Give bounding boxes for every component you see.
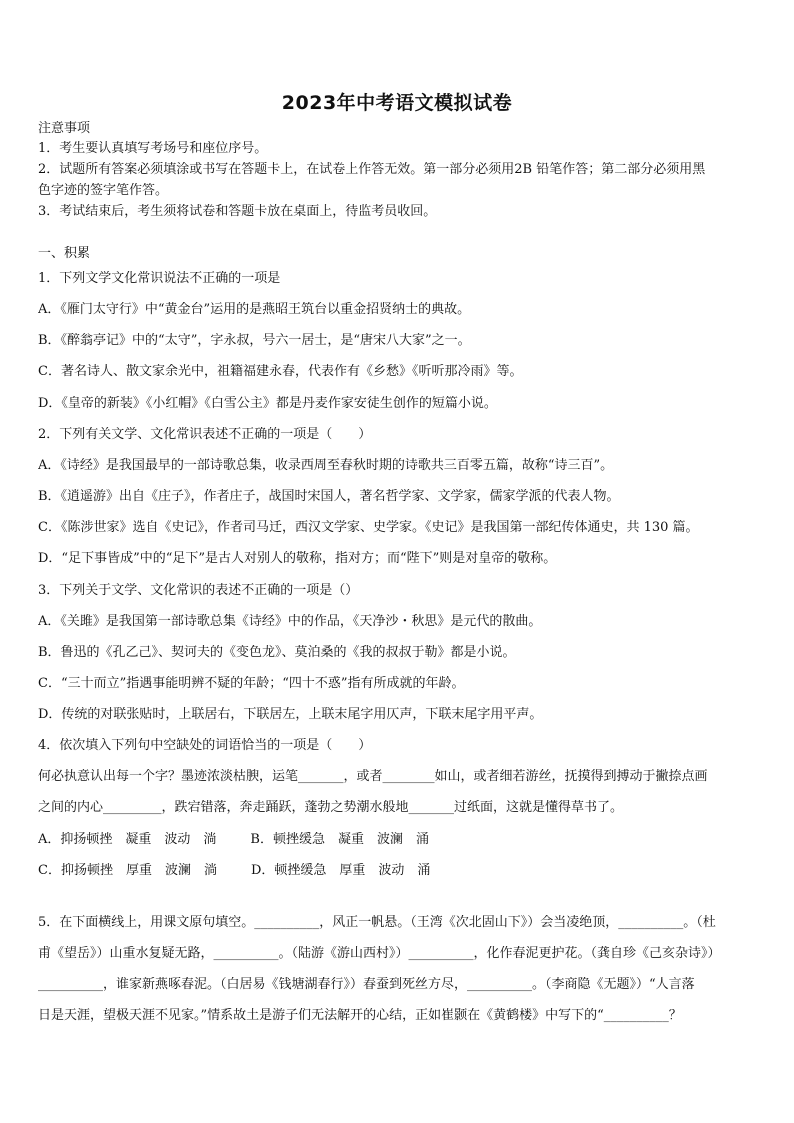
question-stem: 3．下列关于文学、文化常识的表述不正确的一项是（） xyxy=(38,583,359,598)
question-stem: 2．下列有关文学、文化常识表述不正确的一项是（ ） xyxy=(38,427,372,442)
question-stem: 1．下列文学文化常识说法不正确的一项是 xyxy=(38,271,281,286)
question-stem: 4．依次填入下列句中空缺处的词语恰当的一项是（ ） xyxy=(38,738,372,753)
passage-line: 之间的内心_________，跌宕错落，奔走踊跃，蓬勃之势潮水般地_______过纸面，这就是懂得草书了。 xyxy=(38,800,624,815)
notice-item: 色字迹的签字笔作答。 xyxy=(38,183,169,198)
fill-blank-line: 甫《望岳》）山重水复疑无路，__________。（陆游《游山西村》）__________，化作春泥更护花。（龚自珍《己亥杂诗》） xyxy=(38,946,721,961)
answer-option: D．《皇帝的新装》《小红帽》《白雪公主》都是丹麦作家安徒生创作的短篇小说。 xyxy=(38,396,497,411)
answer-option-row xyxy=(38,863,758,879)
answer-option: C．著名诗人、散文家余光中，祖籍福建永春，代表作有《乡愁》《听听那冷雨》等。 xyxy=(38,364,523,379)
notice-item: 3．考试结束后，考生须将试卷和答题卡放在桌面上，待监考员收回。 xyxy=(38,204,437,219)
fill-blank-line: 日是天涯，望极天涯不见家。”情系故土是游子们无法解开的心结，正如崔颢在《黄鹤楼》中写下的“__________？ xyxy=(38,1008,682,1023)
fill-blank-line: __________，谁家新燕啄春泥。（白居易《钱塘湖春行》）春蚕到死丝方尽，__________。（李商隐《无题》）“人言落 xyxy=(38,977,695,992)
answer-option: B．《醉翁亭记》中的“太守”，字永叔，号六一居士，是“唐宋八大家”之一。 xyxy=(38,333,471,348)
fill-blank-line: 5．在下面横线上，用课文原句填空。__________，风正一帆悬。（王湾《次北固山下》）会当凌绝顶，__________。（杜 xyxy=(38,915,716,930)
answer-option: A．抑扬顿挫 凝重 波动 淌 xyxy=(38,832,217,847)
answer-option: C．《陈涉世家》选自《史记》，作者司马迁，西汉文学家、史学家。《史记》是我国第一部纪传体通史，共 130 篇。 xyxy=(38,520,699,535)
answer-option: C．“三十而立”指遇事能明辨不疑的年龄；“四十不惑”指有所成就的年龄。 xyxy=(38,676,465,691)
answer-option: D．顿挫缓急 厚重 波动 涌 xyxy=(250,863,431,878)
answer-option: A．《雁门太守行》中“黄金台”运用的是燕昭王筑台以重金招贤纳士的典故。 xyxy=(38,302,471,317)
notice-item: 1．考生要认真填写考场号和座位序号。 xyxy=(38,141,268,156)
answer-option: B．鲁迅的《孔乙己》、契诃夫的《变色龙》、莫泊桑的《我的叔叔于勒》都是小说。 xyxy=(38,645,516,660)
passage-line: 何必执意认出每一个字？墨迹浓淡枯腴，运笔_______，或者________如山，或者细若游丝，抚摸得到搏动于撇捺点画 xyxy=(38,769,708,784)
notice-item: 2．试题所有答案必须填涂或书写在答题卡上，在试卷上作答无效。第一部分必须用2B 铅笔作答；第二部分必须用黑 xyxy=(38,162,706,177)
answer-option: A．《关雎》是我国第一部诗歌总集《诗经》中的作品，《天净沙・秋思》是元代的散曲。 xyxy=(38,614,542,629)
exam-title: 2023年中考语文模拟试卷 xyxy=(281,92,513,114)
answer-option: D．传统的对联张贴时，上联居右，下联居左，上联末尾字用仄声，下联末尾字用平声。 xyxy=(38,707,543,722)
answer-option: A．《诗经》是我国最早的一部诗歌总集，收录西周至春秋时期的诗歌共三百零五篇，故称“诗三百”。 xyxy=(38,458,614,473)
answer-option-row xyxy=(38,832,758,848)
section-heading: 一、积累 xyxy=(38,246,91,261)
notice-heading: 注意事项 xyxy=(38,121,91,136)
answer-option: B．顿挫缓急 凝重 波澜 涌 xyxy=(250,832,429,847)
answer-option: B．《逍遥游》出自《庄子》，作者庄子，战国时宋国人，著名哲学家、文学家，儒家学派的代表人物。 xyxy=(38,489,620,504)
answer-option: C．抑扬顿挫 厚重 波澜 淌 xyxy=(38,863,217,878)
answer-option: D．“足下事皆成”中的“足下”是古人对别人的敬称，指对方；而“陛下”则是对皇帝的敬称。 xyxy=(38,551,557,566)
